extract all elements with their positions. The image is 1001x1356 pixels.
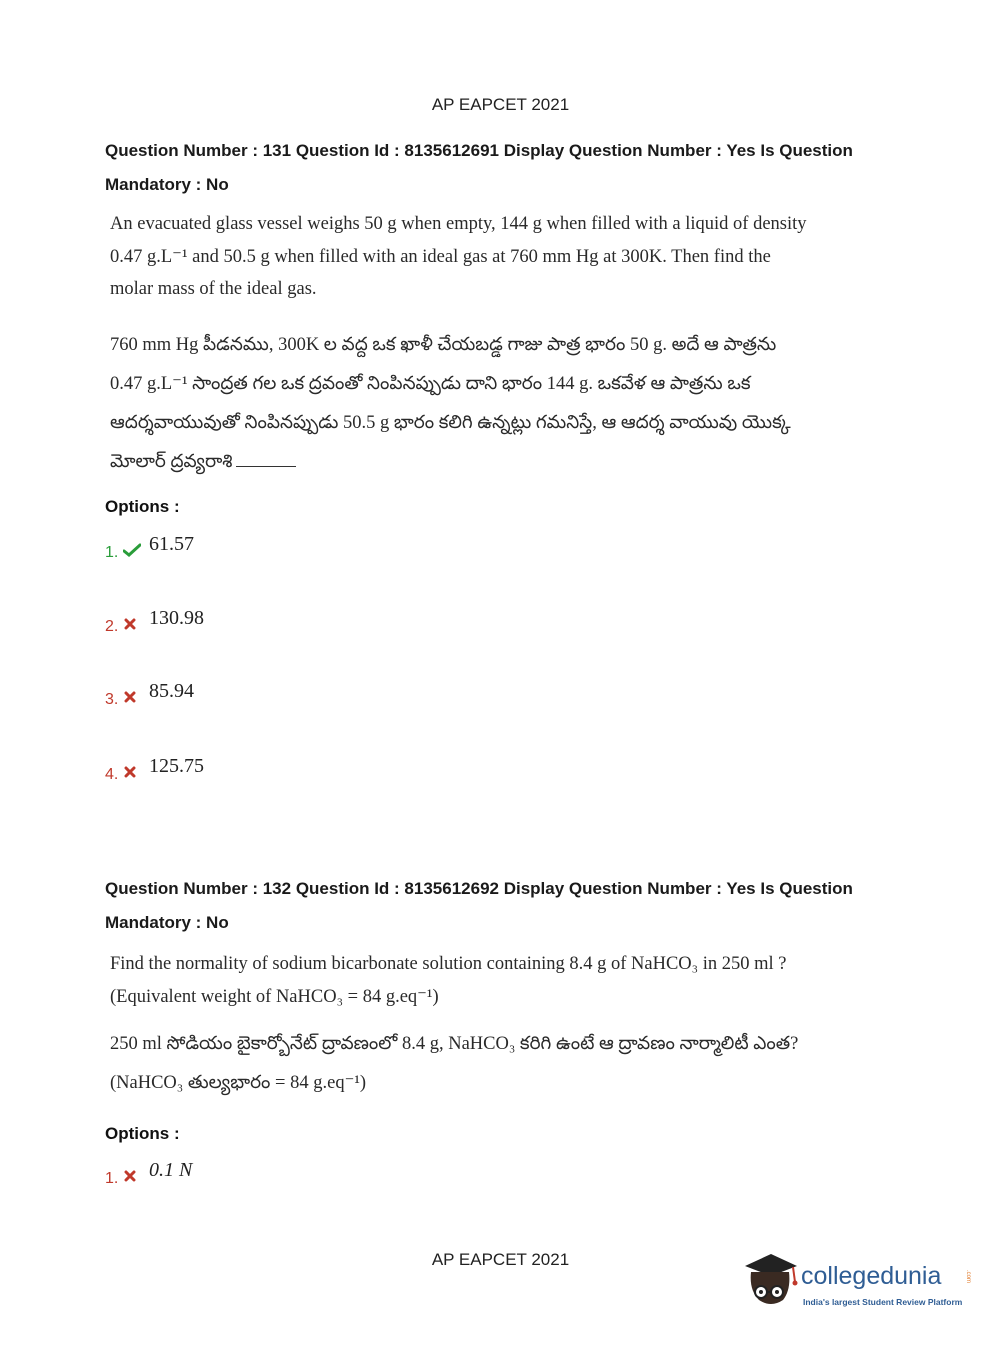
- option-1[interactable]: [105, 1158, 192, 1188]
- option-2[interactable]: [105, 606, 204, 636]
- option-4[interactable]: [105, 754, 204, 784]
- question-132: [105, 872, 905, 1187]
- question-text-line: Find the normality of sodium bicarbonate solution containing 8.4 g of NaHCO₃ in 250 ml ?: [110, 954, 787, 974]
- collegedunia-logo[interactable]: [745, 1250, 975, 1320]
- question-text-line: molar mass of the ideal gas.: [110, 279, 317, 299]
- logo-wordmark: collegedunia: [801, 1262, 942, 1290]
- question-text-line: (Equivalent weight of NaHCO₃ = 84 g.eq⁻¹): [110, 986, 439, 1007]
- question-text-line-content: మోలార్ ద్రవ్యరాశి: [110, 451, 233, 472]
- question-text-english: [110, 208, 905, 306]
- logo-suffix: .com: [965, 1270, 971, 1284]
- page-header-title: AP EAPCET 2021: [431, 95, 570, 114]
- question-text-line: 0.47 g.L⁻¹ సాంద్రత గల ఒక ద్రవంతో నింపినప్పుడు దాని భారం 144 g. ఒకవేళ ఆ పాత్రను ఒక: [110, 373, 751, 394]
- question-text-line: 0.47 g.L⁻¹ and 50.5 g when filled with an ideal gas at 760 mm Hg at 300K. Then find the: [110, 246, 771, 267]
- cross-icon: [123, 765, 149, 784]
- question-text-line: An evacuated glass vessel weighs 50 g when empty, 144 g when filled with a liquid of density: [110, 214, 807, 234]
- question-meta-line2: Mandatory : No: [105, 913, 229, 932]
- question-text-telugu: [110, 1025, 905, 1103]
- option-number: 4.: [105, 766, 119, 783]
- option-value: 85.94: [149, 680, 194, 702]
- option-value: 130.98: [149, 607, 204, 629]
- question-131: [105, 134, 905, 783]
- cross-icon: [123, 690, 149, 709]
- option-number: 2.: [105, 618, 119, 635]
- question-text-line: ఆదర్శవాయువుతో నింపినప్పుడు 50.5 g భారం కలిగి ఉన్నట్లు గమనిస్తే, ఆ ఆదర్శ వాయువు యొక్క: [110, 412, 791, 433]
- cross-icon: [123, 617, 149, 636]
- option-number: 1.: [105, 544, 119, 561]
- option-value: 125.75: [149, 755, 204, 777]
- option-value: 0.1 N: [149, 1159, 193, 1181]
- option-number: 3.: [105, 691, 119, 708]
- question-meta-line1: Question Number : 131 Question Id : 8135612691 Display Question Number : Yes Is Question: [105, 141, 853, 160]
- cross-icon: [123, 1169, 149, 1188]
- answer-blank: [236, 466, 296, 467]
- question-text-line: 760 mm Hg పీడనము, 300K ల వద్ద ఒక ఖాళీ చేయబడ్డ గాజు పాత్ర భారం 50 g. అదే ఆ పాత్రను: [110, 334, 777, 355]
- options-label: Options :: [105, 1124, 180, 1143]
- options-label: Options :: [105, 497, 180, 516]
- question-text-line: (NaHCO₃ తుల్యభారం = 84 g.eq⁻¹): [110, 1073, 367, 1093]
- mascot-icon: [741, 1250, 799, 1318]
- question-text-telugu: [110, 326, 905, 482]
- page-footer-title: AP EAPCET 2021: [431, 1250, 570, 1269]
- option-1[interactable]: [105, 532, 194, 562]
- option-number: 1.: [105, 1170, 119, 1187]
- option-value: 61.57: [149, 533, 194, 555]
- question-meta-line2: Mandatory : No: [105, 175, 229, 194]
- question-text-line: 250 ml సోడియం బైకార్బోనేట్ ద్రావణంలో 8.4 g, NaHCO₃ కరిగి ఉంటే ఆ ద్రావణం నార్మాలిటీ ఎంత?: [110, 1034, 799, 1054]
- question-meta-line1: Question Number : 132 Question Id : 8135612692 Display Question Number : Yes Is Question: [105, 879, 853, 898]
- logo-tagline: India's largest Student Review Platform: [803, 1297, 963, 1307]
- question-text-english: [110, 948, 905, 1013]
- check-icon: [123, 543, 149, 562]
- option-3[interactable]: [105, 679, 194, 709]
- question-text-line: [110, 443, 905, 482]
